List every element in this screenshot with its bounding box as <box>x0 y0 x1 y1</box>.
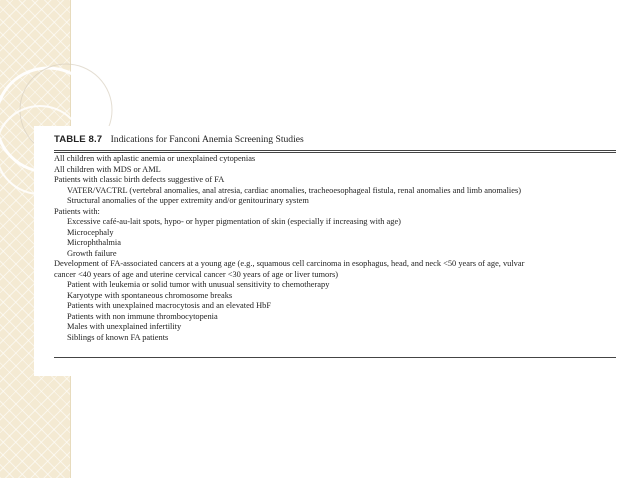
table-row: All children with MDS or AML <box>54 164 161 174</box>
table-row: Development of FA-associated cancers at a young age (e.g., squamous cell carcinoma in esophagus, head, and neck <50 years of age, vulvar <box>54 259 525 268</box>
table-title: Indications for Fanconi Anemia Screening Studies <box>110 134 304 145</box>
table-label: TABLE 8.7 <box>54 134 103 145</box>
table-row: Growth failure <box>67 248 117 258</box>
table-row: cancer <40 years of age and uterine cervical cancer <30 years of age or liver tumors) <box>54 269 339 279</box>
table-row: Microphthalmia <box>67 238 121 247</box>
table-row: Patients with unexplained macrocytosis and an elevated HbF <box>67 301 271 310</box>
table-top-rule-double <box>54 152 616 153</box>
table-row: VATER/VACTRL (vertebral anomalies, anal atresia, cardiac anomalies, tracheoesophageal fistula, renal anomalies and limb anomalies) <box>67 185 522 195</box>
table-row: Patients with classic birth defects suggestive of FA <box>54 175 225 184</box>
table-row: Microcephaly <box>67 227 114 237</box>
table-row: Males with unexplained infertility <box>67 322 182 331</box>
table-row: Patients with non immune thrombocytopenia <box>67 311 218 321</box>
table-row: Karyotype with spontaneous chromosome breaks <box>67 290 233 300</box>
table-row: Structural anomalies of the upper extremity and/or genitourinary system <box>67 196 309 205</box>
table-row: Siblings of known FA patients <box>67 332 169 342</box>
table-top-rule <box>54 150 616 151</box>
table-caption <box>54 134 304 145</box>
table-panel <box>34 126 630 376</box>
table-bottom-rule <box>54 357 616 358</box>
table-rows <box>54 154 624 343</box>
table-row: Patients with: <box>54 206 100 216</box>
table-row: Patient with leukemia or solid tumor with unusual sensitivity to chemotherapy <box>67 280 330 289</box>
table-row: All children with aplastic anemia or unexplained cytopenias <box>54 154 256 163</box>
table-row: Excessive café-au-lait spots, hypo- or hyper pigmentation of skin (especially if increasing with age) <box>67 217 401 226</box>
